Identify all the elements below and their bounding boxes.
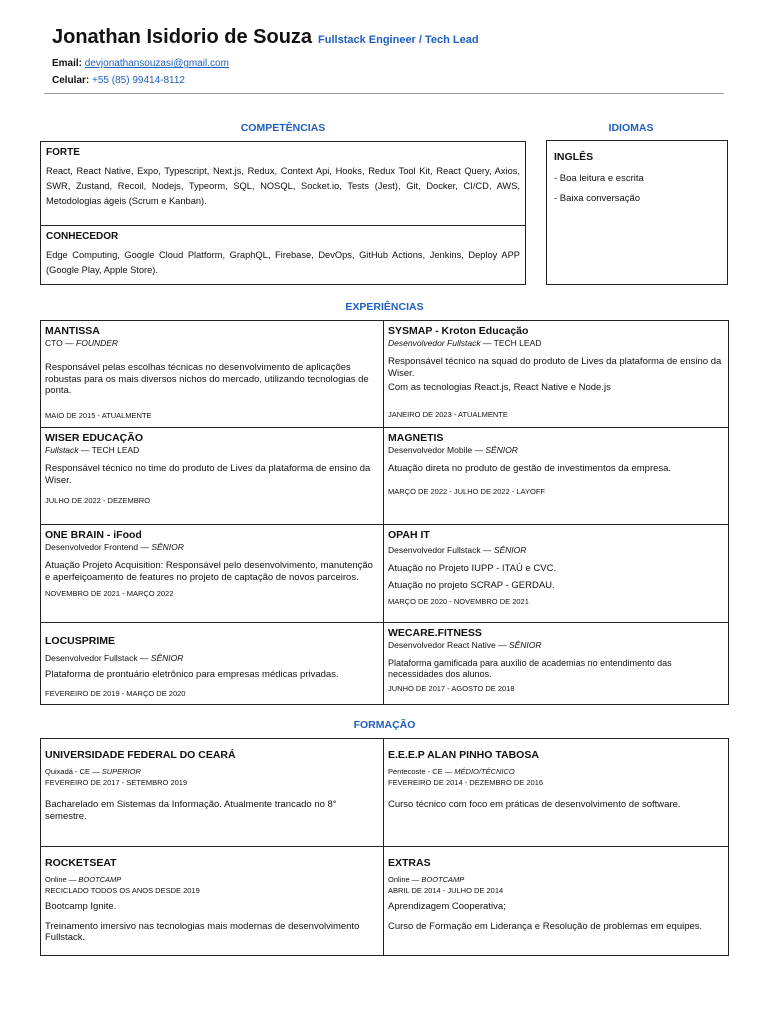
- company-name: OPAH IT: [388, 529, 430, 541]
- company-name: ONE BRAIN - iFood: [45, 529, 142, 541]
- experience-item: [41, 321, 384, 428]
- education-item: [41, 739, 384, 847]
- conhecedor-title: CONHECEDOR: [46, 231, 119, 242]
- experience-item: [41, 623, 384, 704]
- study-description: Curso de Formação em Liderança e Resolução de problemas em equipes.: [388, 920, 703, 932]
- level-text: BOOTCAMP: [78, 875, 122, 884]
- study-date: ABRIL DE 2014 - JULHO DE 2014: [388, 886, 504, 895]
- role-level: SÊNIOR: [508, 640, 542, 650]
- conhecedor-text: Edge Computing, Google Cloud Platform, GraphQL, Firebase, DevOps, GitHub Actions, Jenkins, Deploy APP (Google Play, Apple Store).: [46, 250, 520, 275]
- education-item: [384, 739, 728, 847]
- competencias-conhecedor: [41, 226, 525, 283]
- study-description: Treinamento imersivo nas tecnologias mais modernas de desenvolvimento Fullstack.: [45, 920, 360, 943]
- study-date: FEVEREIRO DE 2017 - SETEMBRO 2019: [45, 778, 188, 787]
- job-date: NOVEMBRO DE 2021 - MARÇO 2022: [45, 589, 174, 598]
- role-text: Fullstack: [45, 445, 79, 455]
- place-text: Online —: [45, 875, 79, 884]
- forte-title: FORTE: [46, 147, 80, 158]
- role-text: Desenvolvedor React Native —: [388, 640, 509, 650]
- role-text: Desenvolvedor Fullstack: [388, 338, 481, 348]
- competencias-box: [40, 141, 526, 285]
- job-description: Com as tecnologias React.js, React Native e Node.js: [388, 382, 611, 393]
- study-description: Bacharelado em Sistemas da Informação. Atualmente trancado no 8° semestre.: [45, 799, 337, 822]
- full-name: Jonathan Isidorio de Souza: [52, 26, 313, 48]
- role-level: FOUNDER: [76, 338, 119, 348]
- company-name: LOCUSPRIME: [45, 635, 116, 647]
- formacao-grid: [40, 738, 729, 956]
- experience-item: [384, 428, 728, 525]
- email-link[interactable]: devjonathansouzasi@gmail.com: [84, 58, 229, 69]
- job-date: FEVEREIRO DE 2019 - MARÇO DE 2020: [45, 688, 186, 698]
- job-role: [388, 338, 724, 348]
- role-text: Desenvolvedor Fullstack —: [388, 545, 494, 555]
- school-location: [388, 875, 724, 884]
- role-text: Desenvolvedor Frontend —: [45, 542, 152, 552]
- education-item: [41, 847, 384, 955]
- contact-info: [52, 55, 732, 89]
- job-description: Responsável técnico no time do produto de Lives da plataforma de ensino da Wiser.: [45, 463, 371, 486]
- experience-item: [41, 428, 384, 525]
- section-title-formacao: FORMAÇÃO: [353, 719, 416, 731]
- idiomas-box: [546, 140, 728, 285]
- experience-item: [41, 525, 384, 623]
- role-level: SÊNIOR: [485, 445, 518, 455]
- role-level: SÊNIOR: [150, 653, 184, 663]
- company-name: MAGNETIS: [388, 432, 444, 444]
- study-description: Curso técnico com foco em práticas de desenvolvimento de software.: [388, 799, 681, 810]
- school-name: UNIVERSIDADE FEDERAL DO CEARÁ: [45, 749, 236, 761]
- role-text: Desenvolvedor Mobile —: [388, 445, 486, 455]
- job-role: [45, 338, 379, 348]
- role-level: SÊNIOR: [151, 542, 184, 552]
- section-title-experiencias: EXPERIÊNCIAS: [345, 301, 424, 313]
- study-description: Aprendizagem Cooperativa;: [388, 901, 506, 912]
- experience-item: [384, 321, 728, 428]
- name-line: [52, 26, 732, 49]
- language-skill: - Baixa conversação: [554, 193, 641, 204]
- role-level: — TECH LEAD: [78, 445, 140, 455]
- school-location: [45, 767, 379, 776]
- job-date: JANEIRO DE 2023 - ATUALMENTE: [388, 409, 508, 419]
- experience-item: [384, 525, 728, 623]
- job-date: JUNHO DE 2017 - AGOSTO DE 2018: [388, 684, 515, 693]
- company-name: MANTISSA: [45, 325, 100, 337]
- company-name: WECARE.FITNESS: [388, 627, 482, 639]
- job-role: [388, 545, 724, 555]
- school-name: E.E.E.P ALAN PINHO TABOSA: [388, 749, 539, 761]
- email-label: Email:: [52, 58, 83, 69]
- role-text: Desenvolvedor Fullstack —: [45, 653, 151, 663]
- language-name: INGLÊS: [554, 151, 594, 163]
- phone-row: [52, 72, 732, 89]
- school-name: EXTRAS: [388, 857, 431, 869]
- role-level: SÊNIOR: [493, 545, 527, 555]
- job-description: Atuação direta no produto de gestão de investimentos da empresa.: [388, 463, 672, 474]
- education-item: [384, 847, 728, 955]
- job-date: MAIO DE 2015 - ATUALMENTE: [45, 410, 152, 420]
- job-description: Responsável técnico na squad do produto de Lives da plataforma de ensino da Wiser.: [388, 356, 722, 379]
- study-description: Bootcamp Ignite.: [45, 901, 117, 912]
- study-date: RECICLADO TODOS OS ANOS DESDE 2019: [45, 886, 200, 895]
- job-description: Responsável pelas escolhas técnicas no desenvolvimento de aplicações robustas para os mais diversos nichos do mercado, utilizando tecnologias de ponta.: [45, 362, 369, 396]
- email-row: [52, 55, 732, 72]
- company-name: WISER EDUCAÇÃO: [45, 432, 144, 444]
- job-date: MARÇO DE 2020 - NOVEMBRO DE 2021: [388, 597, 529, 606]
- section-title-idiomas: IDIOMAS: [608, 122, 654, 134]
- experiencias-grid: [40, 320, 729, 705]
- school-location: [388, 767, 724, 776]
- job-role: [45, 445, 379, 455]
- job-description: Atuação no projeto SCRAP - GERDAU.: [388, 579, 555, 591]
- job-description: Plataforma gamificada para auxílio de academias no entendimento das necessidades dos alunos.: [388, 658, 672, 679]
- phone-number[interactable]: +55 (85) 99414-8112: [92, 75, 185, 86]
- job-role: [45, 653, 379, 663]
- level-text: SUPERIOR: [101, 767, 141, 776]
- job-description: Plataforma de prontuário eletrônico para empresas médicas privadas.: [45, 669, 339, 680]
- job-description: Atuação no Projeto IUPP - ITAÚ e CVC.: [388, 563, 557, 574]
- role-text: CTO —: [45, 338, 77, 348]
- language-skill: - Boa leitura e escrita: [554, 173, 644, 184]
- job-date: MARÇO DE 2022 - JULHO DE 2022 - LAYOFF: [388, 486, 545, 496]
- forte-text: React, React Native, Expo, Typescript, Next.js, Redux, Context Api, Hooks, Redux Tool Kit, React Query, Axios, SWR, Zustand, Recoil, Nodejs, Typeorm, SQL, NOSQL, Socket.io, Tests (Jest), Git, Docker, CI/CD, AWS, Metodologias ágeis (Scrum e Kanban).: [46, 166, 520, 206]
- section-title-competencias: COMPETÊNCIAS: [240, 122, 326, 134]
- place-text: Pentecoste - CE —: [388, 767, 455, 776]
- job-role: [45, 542, 379, 552]
- place-text: Quixadá - CE —: [45, 767, 102, 776]
- role-level: — TECH LEAD: [480, 338, 542, 348]
- phone-label: Celular:: [52, 75, 90, 86]
- school-name: ROCKETSEAT: [45, 857, 117, 869]
- job-description: Atuação Projeto Acquisition: Responsável pelo desenvolvimento, manutenção e aperfeiçoamento de features no projeto de captação de novos parceiros.: [45, 560, 373, 583]
- job-role: [388, 445, 724, 455]
- experience-item: [384, 623, 728, 704]
- job-role: [388, 640, 724, 650]
- resume-header: [52, 26, 732, 89]
- level-text: MÉDIO/TÉCNICO: [454, 767, 515, 776]
- job-title: Fullstack Engineer / Tech Lead: [318, 34, 479, 46]
- place-text: Online —: [388, 875, 422, 884]
- level-text: BOOTCAMP: [421, 875, 465, 884]
- company-name: SYSMAP - Kroton Educação: [388, 325, 529, 337]
- study-date: FEVEREIRO DE 2014 - DEZEMBRO DE 2016: [388, 778, 544, 787]
- header-divider: [44, 93, 724, 94]
- school-location: [45, 875, 379, 884]
- competencias-forte: [41, 142, 525, 226]
- job-date: JULHO DE 2022 - DEZEMBRO: [45, 496, 151, 505]
